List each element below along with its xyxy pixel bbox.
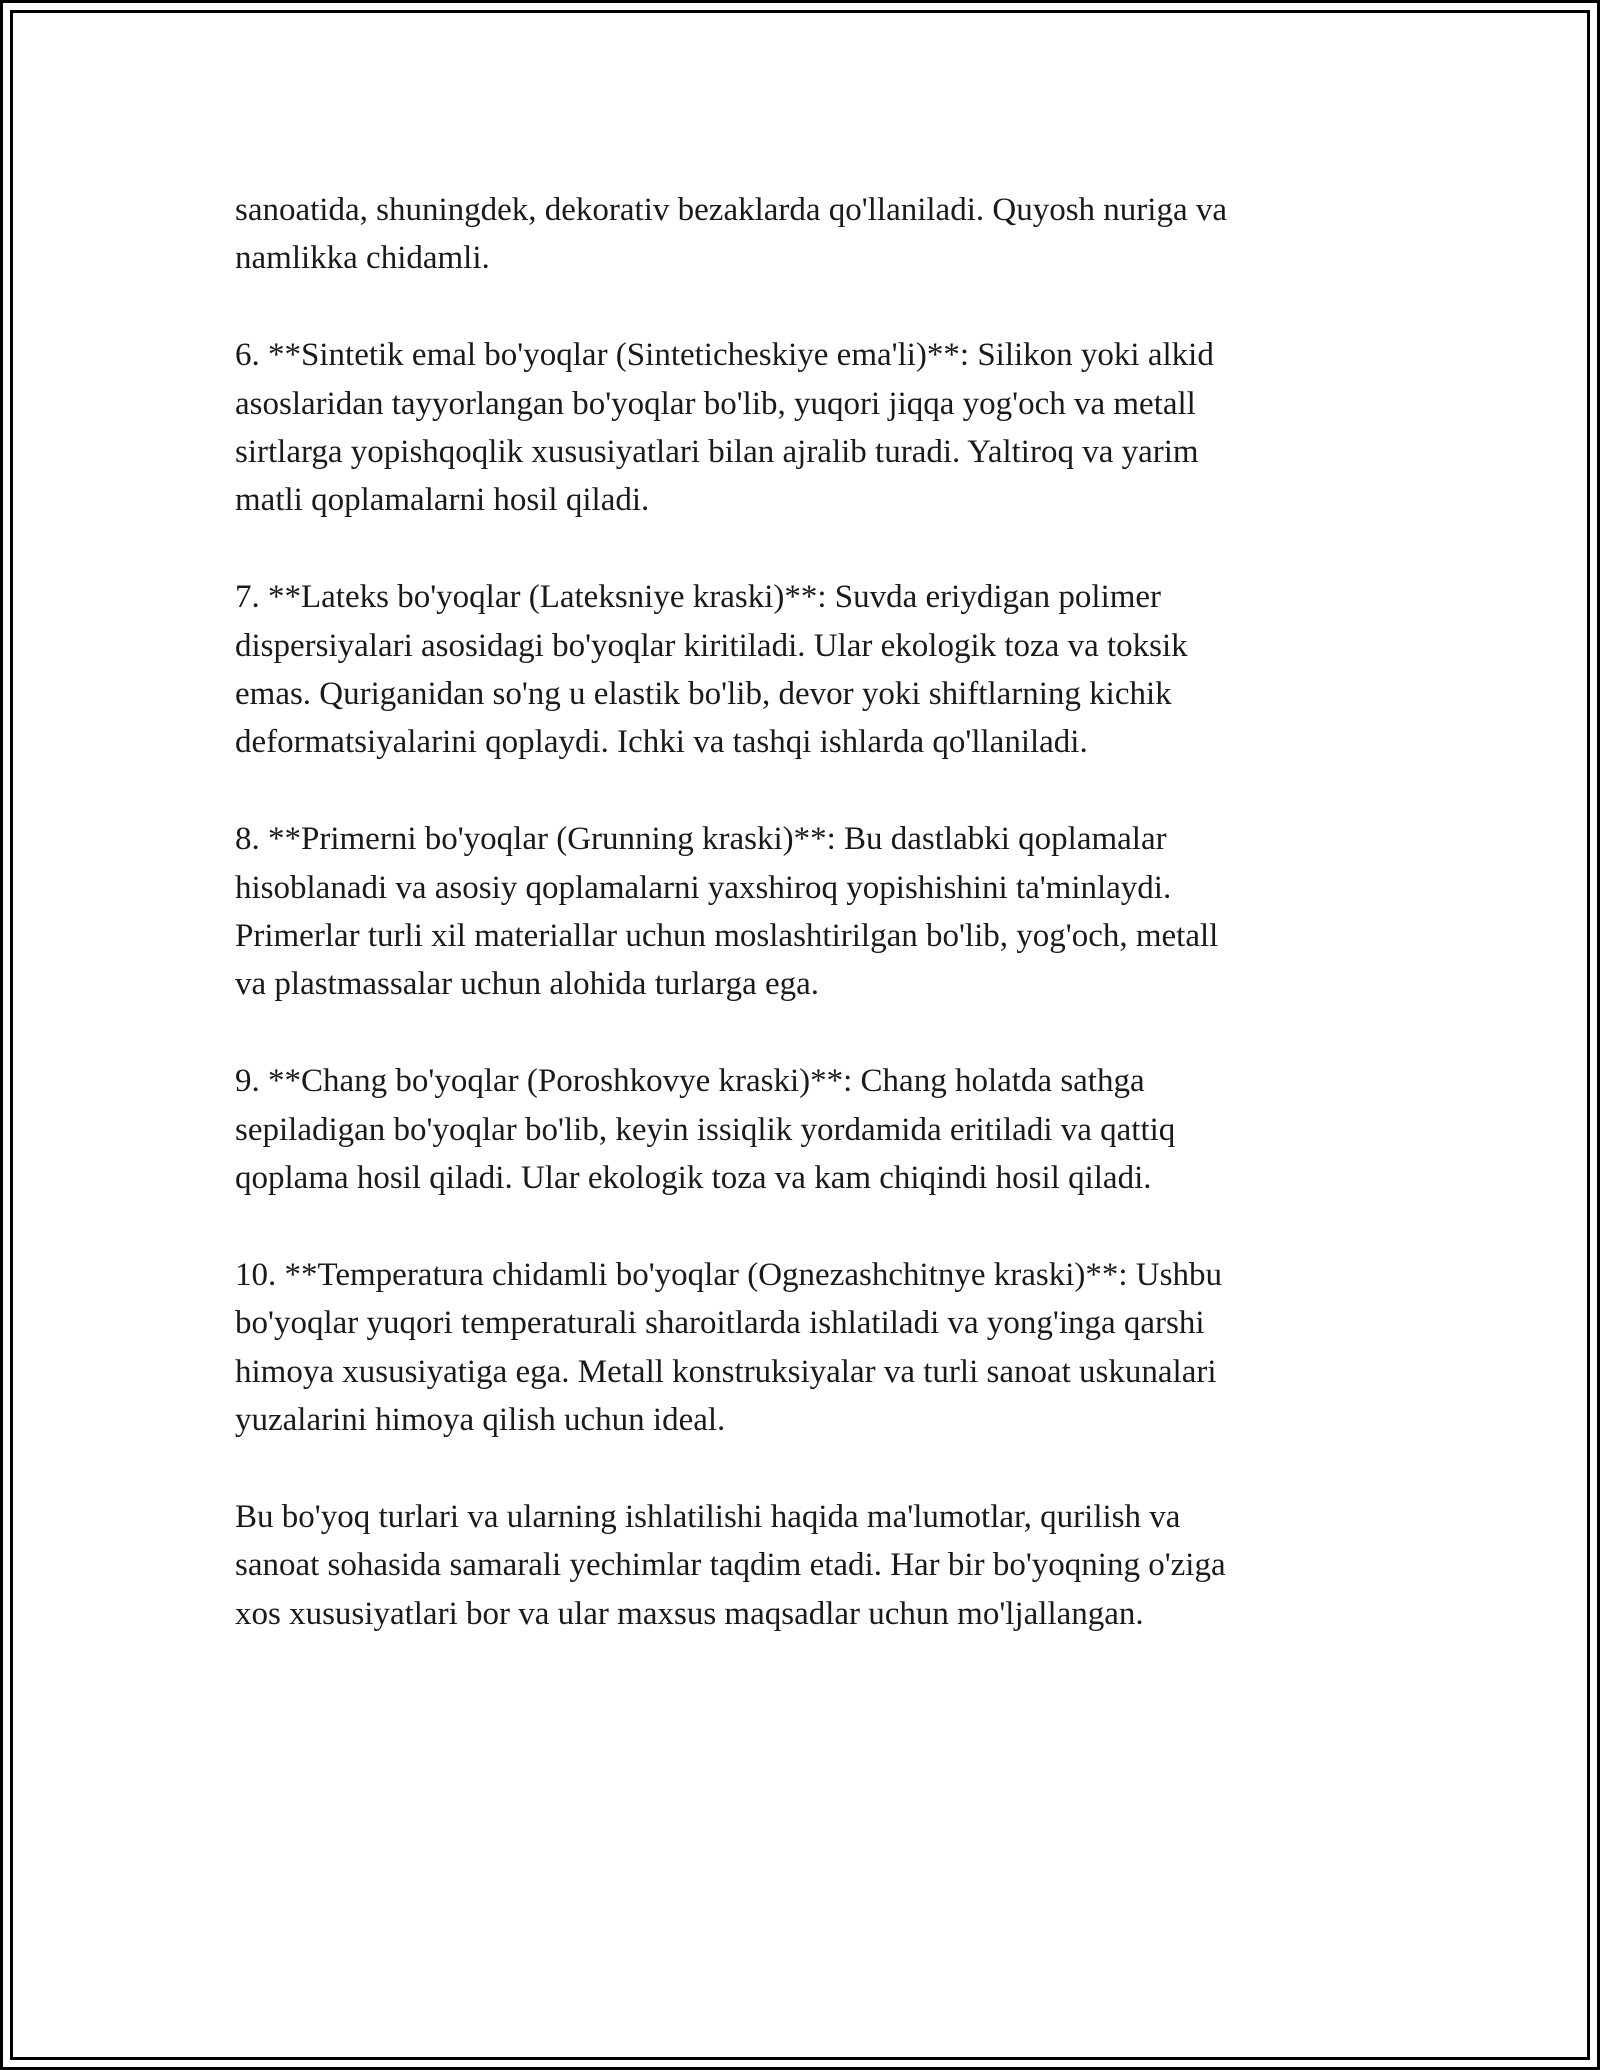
- paragraph-item-7: 7. **Lateks bo'yoqlar (Lateksniye kraski)**: Suvda eriydigan polimer dispersiyalari asosidagi bo'yoqlar kiritiladi. Ular ekologik toza va toksik emas. Quriganidan so'ng u elastik bo'lib, devor yoki shiftlarning kichik deformatsiyalarini qoplaydi. Ichki va tashqi ishlarda qo'llaniladi.: [235, 579, 1188, 761]
- paragraph-intro-continuation: sanoatida, shuningdek, dekorativ bezaklarda qo'llaniladi. Quyosh nuriga va namlikka chidamli.: [235, 192, 1227, 277]
- paragraph-item-9: 9. **Chang bo'yoqlar (Poroshkovye kraski)**: Chang holatda sathga sepiladigan bo'yoqlar bo'lib, keyin issiqlik yordamida eritiladi va qattiq qoplama hosil qiladi. Ular ekologik toza va kam chiqindi hosil qiladi.: [235, 1063, 1176, 1197]
- document-body: [235, 186, 1365, 1638]
- paragraph-item-8: 8. **Primerni bo'yoqlar (Grunning kraski)**: Bu dastlabki qoplamalar hisoblanadi va asosiy qoplamalarni yaxshiroq yopishishini ta'minlaydi. Primerlar turli xil materiallar uchun moslashtirilgan bo'lib, yog'och, metall va plastmassalar uchun alohida turlarga ega.: [235, 821, 1219, 1003]
- paragraph-item-10: 10. **Temperatura chidamli bo'yoqlar (Ognezashchitnye kraski)**: Ushbu bo'yoqlar yuqori temperaturali sharoitlarda ishlatiladi va yong'inga qarshi himoya xususiyatiga ega. Metall konstruksiyalar va turli sanoat uskunalari yuzalarini himoya qilish uchun ideal.: [235, 1256, 1222, 1439]
- paragraph-conclusion: Bu bo'yoq turlari va ularning ishlatilishi haqida ma'lumotlar, qurilish va sanoat sohasida samarali yechimlar taqdim etadi. Har bir bo'yoqning o'ziga xos xususiyatlari bor va ular maxsus maqsadlar uchun mo'ljallangan.: [235, 1498, 1226, 1632]
- paragraph-item-6: 6. **Sintetik emal bo'yoqlar (Sinteticheskiye ema'li)**: Silikon yoki alkid asoslaridan tayyorlangan bo'yoqlar bo'lib, yuqori jiqqa yog'och va metall sirtlarga yopishqoqlik xususiyatlari bilan ajralib turadi. Yaltiroq va yarim matli qoplamalarni hosil qiladi.: [235, 337, 1214, 519]
